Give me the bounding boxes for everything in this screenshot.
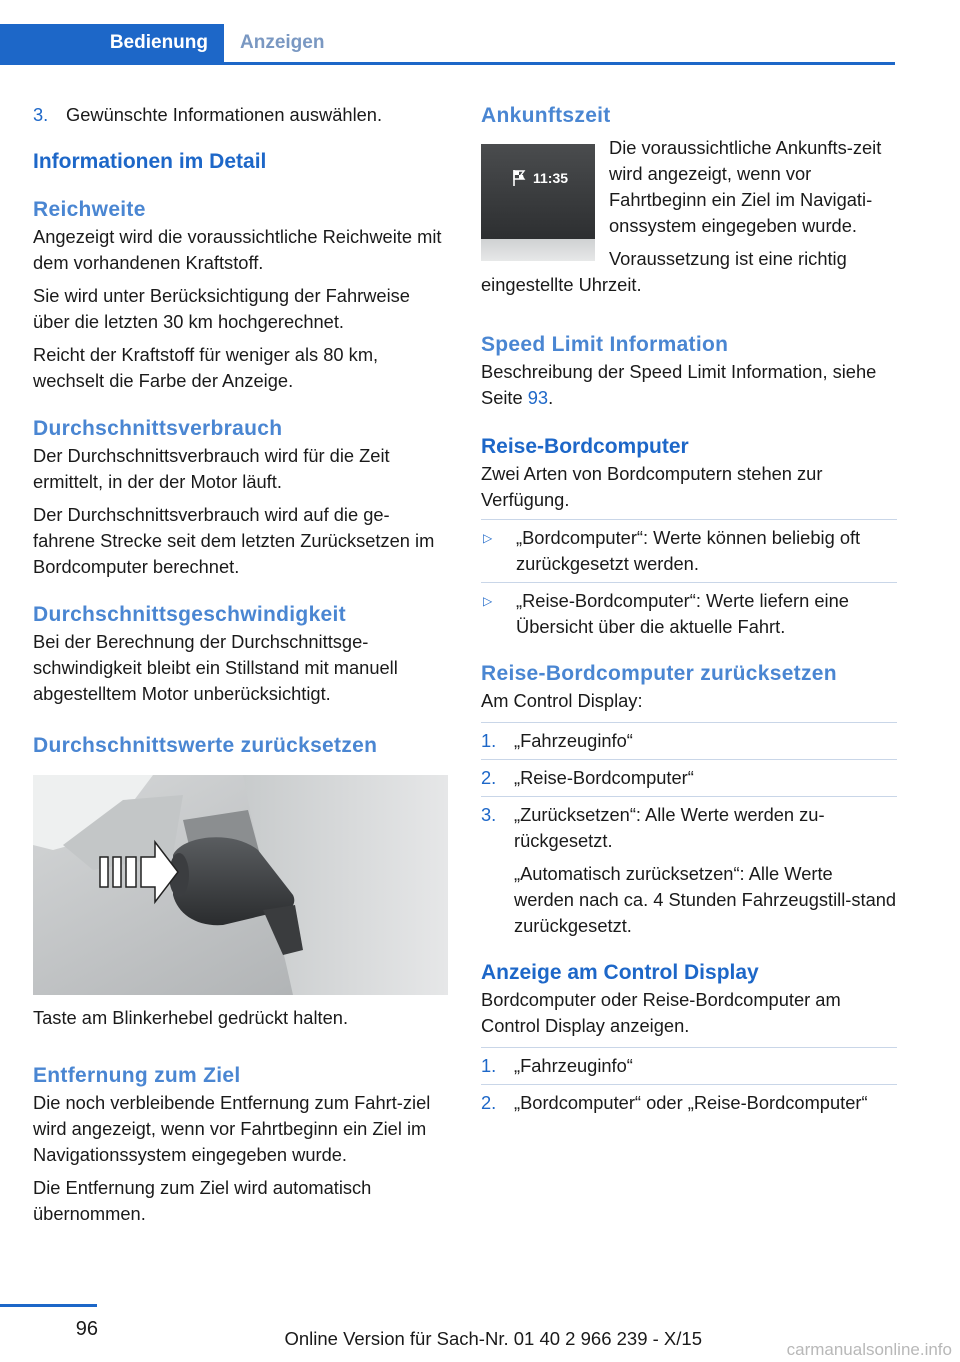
paragraph: Die noch verbleibende Entfernung zum Fahrt-ziel wird angezeigt, wenn vor Fahrtbeginn ein Ziel im Navigationssystem eingegeben wurde. xyxy=(33,1092,431,1165)
subheading-distance: Entfernung zum Ziel xyxy=(33,1064,241,1087)
paragraph: Die Entfernung zum Ziel wird automatisch übernommen. xyxy=(33,1177,372,1224)
list-item: ▷ „Reise-Bordcomputer“: Werte liefern eine Übersicht über die aktuelle Fahrt. xyxy=(481,582,897,640)
clock-time: 11:35 xyxy=(533,170,569,186)
paragraph: Die voraussichtliche Ankunfts-zeit wird angezeigt, wenn vor Fahrtbeginn ein Ziel im Navigati-onssystem eingegeben wurde. xyxy=(609,137,882,236)
paragraph: Der Durchschnittsverbrauch wird für die Zeit ermittelt, in der der Motor läuft. xyxy=(33,445,390,492)
paragraph: Zwei Arten von Bordcomputern stehen zur Verfügung. xyxy=(481,463,823,510)
paragraph: Voraussetzung ist eine richtig eingestellte Uhrzeit. xyxy=(481,248,847,295)
subheading-arrival: Ankunftszeit xyxy=(481,104,611,127)
paragraph: Reicht der Kraftstoff für weniger als 80 km, wechselt die Farbe der Anzeige. xyxy=(33,344,379,391)
paragraph: Am Control Display: xyxy=(481,690,643,711)
list-item: 3. „Zurücksetzen“: Alle Werte werden zu-rückgesetzt. xyxy=(481,796,897,854)
image-caption: Taste am Blinkerhebel gedrückt halten. xyxy=(33,1007,349,1028)
arrival-time-display-image xyxy=(481,144,595,261)
turn-signal-lever-image xyxy=(33,775,448,995)
list-number: 3. xyxy=(33,104,49,125)
paragraph: Beschreibung der Speed Limit Information, siehe Seite 93. xyxy=(481,361,877,408)
section-heading-display: Anzeige am Control Display xyxy=(481,961,759,984)
right-column xyxy=(481,102,897,1116)
footer-divider xyxy=(0,1304,97,1307)
section-heading: Informationen im Detail xyxy=(33,150,267,173)
subheading-reset: Durchschnittswerte zurücksetzen xyxy=(33,734,378,757)
subheading-speed-limit: Speed Limit Information xyxy=(481,333,729,356)
page-link[interactable]: 93 xyxy=(527,387,549,408)
subheading-avg-consumption: Durchschnittsverbrauch xyxy=(33,417,283,440)
tab-bedienung[interactable]: Bedienung xyxy=(0,24,224,62)
destination-flag-icon xyxy=(511,169,527,187)
list-item: 1. „Fahrzeuginfo“ xyxy=(481,722,897,754)
paragraph: Angezeigt wird die voraussichtliche Reichweite mit dem vorhandenen Kraftstoff. xyxy=(33,226,442,273)
online-version-note: Online Version für Sach-Nr. 01 40 2 966 239 - X/15 xyxy=(284,1328,702,1349)
section-heading-trip: Reise-Bordcomputer xyxy=(481,435,689,458)
header-bar xyxy=(0,24,895,65)
left-column xyxy=(33,102,449,1227)
list-item: ▷ „Bordcomputer“: Werte können beliebig oft zurückgesetzt werden. xyxy=(481,519,897,577)
watermark: carmanualsonline.info xyxy=(786,1340,952,1359)
triangle-bullet-icon: ▷ xyxy=(483,531,493,545)
page-number: 96 xyxy=(75,1318,98,1340)
list-note: „Automatisch zurücksetzen“: Alle Werte werden nach ca. 4 Stunden Fahrzeugstill-stand zurückgesetzt. xyxy=(514,863,897,936)
triangle-bullet-icon: ▷ xyxy=(483,594,493,608)
paragraph: Sie wird unter Berücksichtigung der Fahrweise über die letzten 30 km hochgerechnet. xyxy=(33,285,410,332)
paragraph: Der Durchschnittsverbrauch wird auf die ge-fahrene Strecke seit dem letzten Zurücksetzen im Bordcomputer berechnet. xyxy=(33,504,435,577)
subheading-avg-speed: Durchschnittsgeschwindigkeit xyxy=(33,603,346,626)
list-item: 2. „Bordcomputer“ oder „Reise-Bordcomputer“ xyxy=(481,1084,897,1116)
list-item xyxy=(33,102,449,128)
paragraph: Bordcomputer oder Reise-Bordcomputer am Control Display anzeigen. xyxy=(481,989,841,1036)
list-item: 2. „Reise-Bordcomputer“ xyxy=(481,759,897,791)
paragraph: Bei der Berechnung der Durchschnittsge-schwindigkeit bleibt ein Stillstand mit manuell abgestelltem Motor unberücksichtigt. xyxy=(33,631,398,704)
tab-anzeigen[interactable]: Anzeigen xyxy=(240,32,325,53)
list-item: 1. „Fahrzeuginfo“ xyxy=(481,1047,897,1079)
subheading-trip-reset: Reise-Bordcomputer zurücksetzen xyxy=(481,662,837,685)
subheading-range: Reichweite xyxy=(33,198,146,221)
list-text: Gewünschte Informationen auswählen. xyxy=(66,104,383,125)
